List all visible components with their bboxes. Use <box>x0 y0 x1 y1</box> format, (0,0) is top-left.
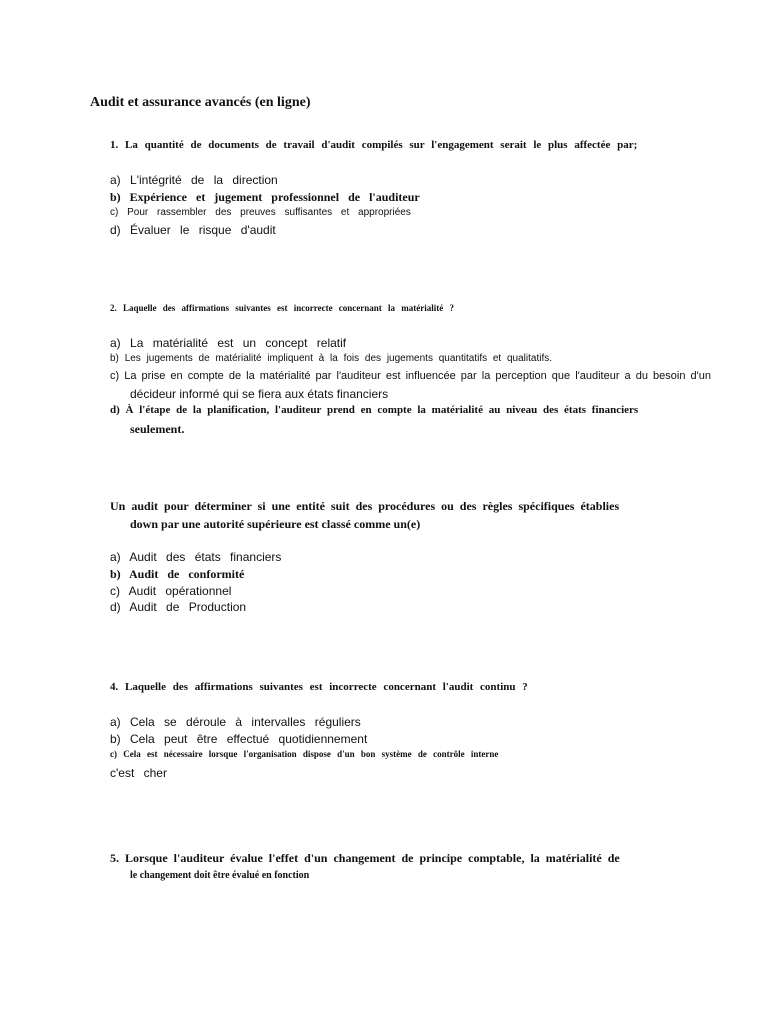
option-c <box>110 749 498 759</box>
option-text: Audit de conformité <box>129 567 245 581</box>
option-text: À l'étape de la planification, l'auditeur prend en compte la matérialité au niveau des états financiers <box>125 404 639 416</box>
option-label: b) <box>110 190 121 204</box>
option-label: c) <box>110 207 119 218</box>
option-label: b) <box>110 732 121 746</box>
option-label: b) <box>110 353 119 364</box>
question-stem-continued: le changement doit être évalué en fonction <box>130 870 310 881</box>
option-a <box>110 336 346 350</box>
question-stem: 5. Lorsque l'auditeur évalue l'effet d'un changement de principe comptable, la matérialité de <box>110 851 620 865</box>
option-label: a) <box>110 715 121 729</box>
question-stem: Un audit pour déterminer si une entité suit des procédures ou des règles spécifiques établies <box>110 499 620 513</box>
question-stem: 2. Laquelle des affirmations suivantes est incorrecte concernant la matérialité ? <box>110 303 455 313</box>
option-text: Cela peut être effectué quotidiennement <box>130 732 368 746</box>
option-label: d) <box>110 223 121 237</box>
question-stem-continued: down par une autorité supérieure est classé comme un(e) <box>130 517 421 531</box>
option-text: Les jugements de matérialité impliquent à la fois des jugements quantitatifs et qualitatifs. <box>124 353 553 364</box>
option-text: Audit opérationnel <box>128 584 232 598</box>
page-title: Audit et assurance avancés (en ligne) <box>90 95 311 110</box>
option-b <box>110 190 420 205</box>
option-label: a) <box>110 550 121 564</box>
option-text: Audit de Production <box>129 600 247 614</box>
option-label: c) <box>110 584 120 598</box>
option-text-continued: décideur informé qui se fiera aux états financiers <box>130 387 389 401</box>
option-label: d) <box>110 404 120 416</box>
option-text: Évaluer le risque d'audit <box>130 223 276 237</box>
option-text: Audit des états financiers <box>129 550 282 564</box>
option-c <box>110 207 411 218</box>
option-text: La prise en compte de la matérialité par l'auditeur est influencée par la perception que l'auditeur a du besoin d'un <box>124 370 711 382</box>
question-stem: 4. Laquelle des affirmations suivantes est incorrecte concernant l'audit continu ? <box>110 681 528 693</box>
option-text-continued: c'est cher <box>110 766 167 780</box>
option-b <box>110 567 244 582</box>
option-label: b) <box>110 567 121 581</box>
option-text-continued: seulement. <box>130 422 185 436</box>
option-a <box>110 715 361 729</box>
option-label: c) <box>110 749 117 759</box>
option-a <box>110 550 281 564</box>
option-d <box>110 404 638 416</box>
option-text: Expérience et jugement professionnel de l'auditeur <box>129 190 420 204</box>
option-text: Pour rassembler des preuves suffisantes et appropriées <box>127 207 411 218</box>
option-b <box>110 732 367 746</box>
option-label: c) <box>110 370 120 382</box>
option-label: d) <box>110 600 121 614</box>
option-text: Cela est nécessaire lorsque l'organisation dispose d'un bon système de contrôle interne <box>123 749 499 759</box>
option-a <box>110 173 278 187</box>
option-label: a) <box>110 173 121 187</box>
option-c <box>110 584 231 598</box>
question-stem: 1. La quantité de documents de travail d'audit compilés sur l'engagement serait le plus affectée par; <box>110 139 638 151</box>
option-d <box>110 223 276 237</box>
option-text: L'intégrité de la direction <box>130 173 278 187</box>
option-text: La matérialité est un concept relatif <box>130 336 347 350</box>
option-d <box>110 600 246 614</box>
option-c <box>110 370 711 382</box>
option-text: Cela se déroule à intervalles réguliers <box>130 715 361 729</box>
option-b <box>110 353 552 364</box>
option-label: a) <box>110 336 121 350</box>
